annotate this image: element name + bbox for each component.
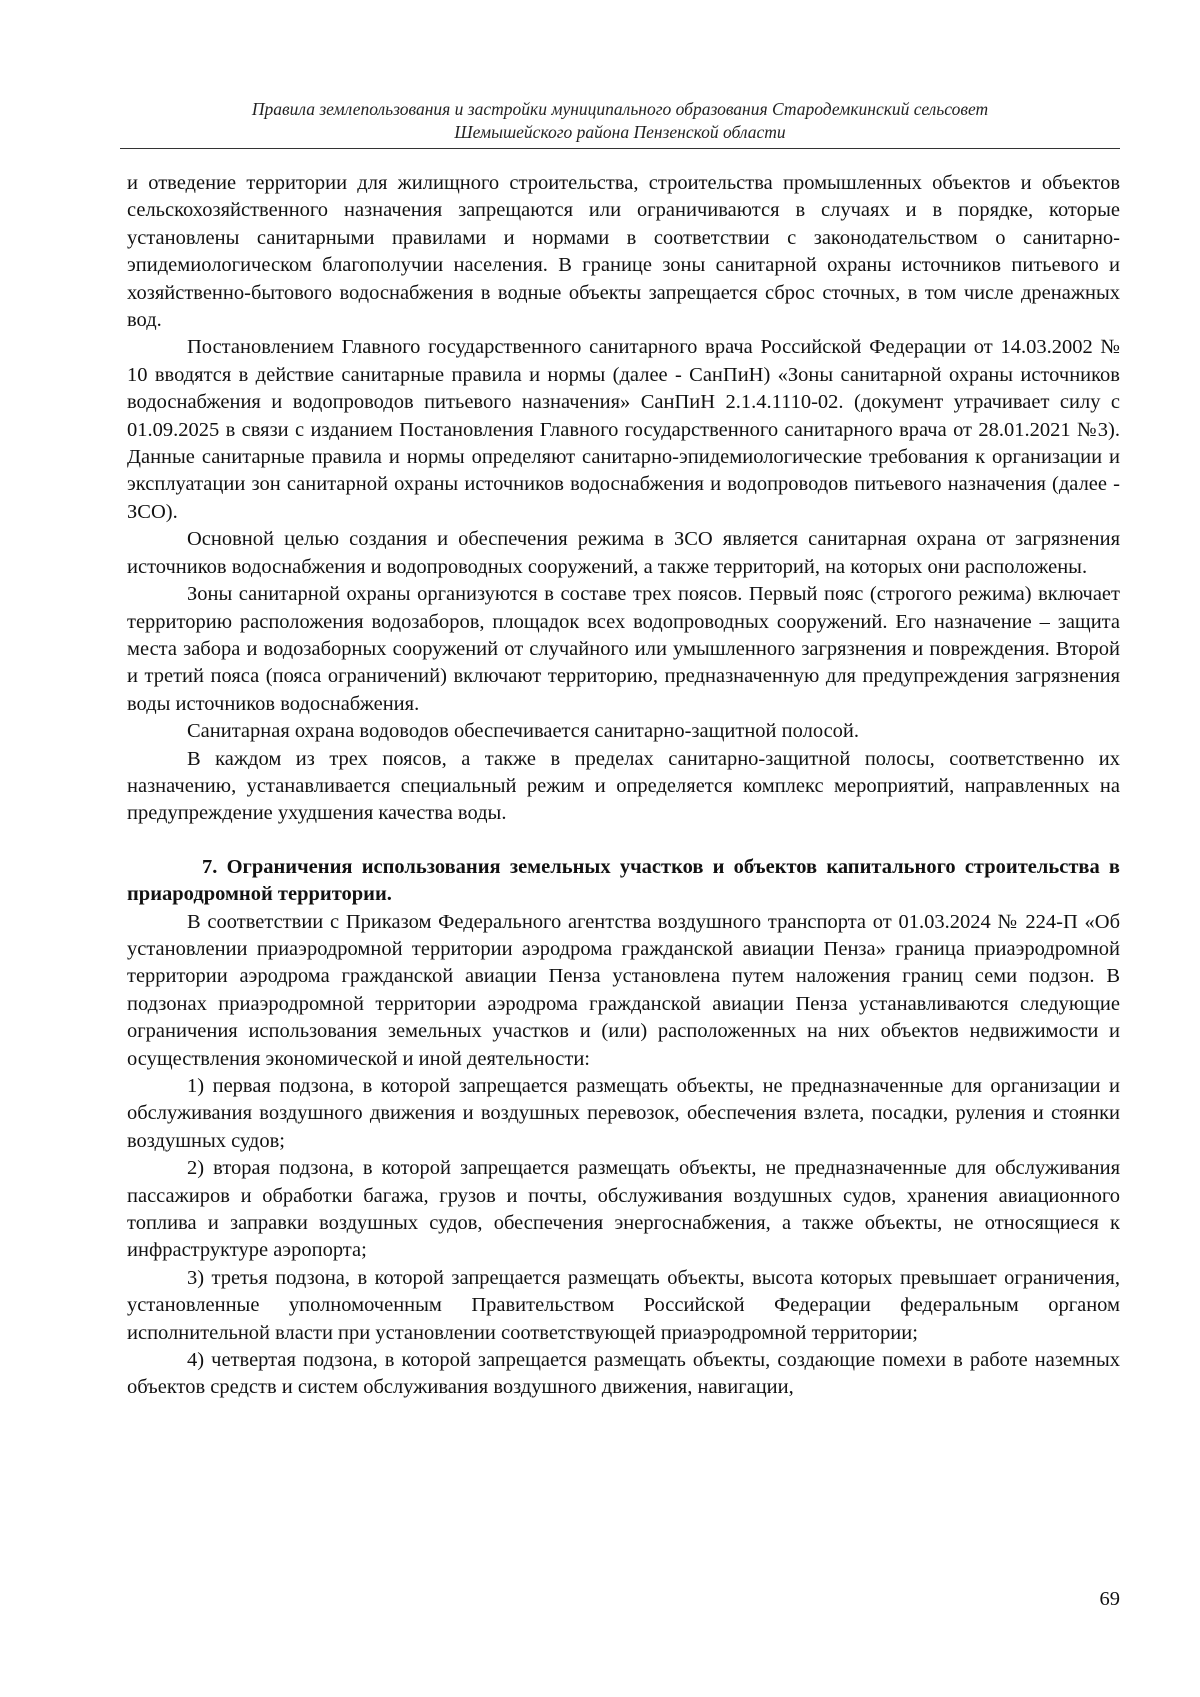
list-item: 1) первая подзона, в которой запрещается размещать объекты, не предназначенные для организации и обслуживания воздушного движения и воздушных перевозок, обеспечения взлета, посадки, руления и стоянки воздушных судов; [127, 1075, 1120, 1152]
section-intro: В соответствии с Приказом Федерального агентства воздушного транспорта от 01.03.2024 № 224-П «Об установлении приаэродромной территории аэродрома гражданской авиации Пенза» граница приаэродромной территории аэродрома гражданской авиации Пенза установлена путем наложения границ семи подзон. В подзонах приаэродромной территории аэродрома гражданской авиации Пенза устанавливаются следующие ограничения использования земельных участков и (или) расположенных на них объектов недвижимости и осуществления экономической и иной деятельности: [127, 910, 1120, 1070]
list-item: 4) четвертая подзона, в которой запрещается размещать объекты, создающие помехи в работе наземных объектов средств и систем обслуживания воздушного движения, навигации, [127, 1349, 1120, 1399]
paragraph: Постановлением Главного государственного санитарного врача Российской Федерации от 14.03.2002 № 10 вводятся в действие санитарные правила и нормы (далее - СанПиН) «Зоны санитарной охраны источников водоснабжения и водопроводов питьевого назначения» СанПиН 2.1.4.1110-02. (документ утрачивает силу с 01.09.2025 в связи с изданием Постановления Главного государственного санитарного врача от 28.01.2021 №3). Данные санитарные правила и нормы определяют санитарно-эпидемиологические требования к организации и эксплуатации зон санитарной охраны источников водоснабжения и водопроводов питьевого назначения (далее - ЗСО). [127, 336, 1120, 523]
paragraph-continuation: и отведение территории для жилищного строительства, строительства промышленных объектов и объектов сельскохозяйственного назначения запрещаются или ограничиваются в случаях и в порядке, которые установлены санитарными правилами и нормами в соответствии с законодательством о санитарно-эпидемиологическом благополучии населения. В границе зоны санитарной охраны источников питьевого и хозяйственно-бытового водоснабжения в водные объекты запрещается сброс сточных, в том числе дренажных вод. [127, 172, 1120, 332]
paragraph: Санитарная охрана водоводов обеспечивается санитарно-защитной полосой. [187, 720, 860, 743]
header-line-1: Правила землепользования и застройки муниципального образования Стародемкинский сельсовет [251, 99, 989, 119]
body-text [127, 170, 1120, 1402]
header-line-2: Шемышейского района Пензенской области [454, 122, 786, 142]
paragraph: Основной целью создания и обеспечения режима в ЗСО является санитарная охрана от загрязнения источников водоснабжения и водопроводных сооружений, а также территорий, на которых они расположены. [127, 528, 1120, 578]
list-item: 3) третья подзона, в которой запрещается размещать объекты, высота которых превышает ограничения, установленные уполномоченным Правительством Российской Федерации федеральным органом исполнительной власти при установлении соответствующей приаэродромной территории; [127, 1266, 1120, 1344]
header-rule [120, 148, 1120, 149]
section-heading: 7. Ограничения использования земельных участков и объектов капитального строительства в приародромной территории. [127, 855, 1120, 906]
paragraph: В каждом из трех поясов, а также в пределах санитарно-защитной полосы, соответственно их назначению, устанавливается специальный режим и определяется комплекс мероприятий, направленных на предупреждение ухудшения качества воды. [127, 747, 1120, 825]
page-number: 69 [1099, 1588, 1120, 1610]
list-item: 2) вторая подзона, в которой запрещается размещать объекты, не предназначенные для обслуживания пассажиров и обработки багажа, грузов и почты, обслуживания воздушных судов, хранения авиационного топлива и заправки воздушных судов, обеспечения энергоснабжения, а также объекты, не относящиеся к инфраструктуре аэропорта; [127, 1157, 1120, 1262]
paragraph: Зоны санитарной охраны организуются в составе трех поясов. Первый пояс (строгого режима) включает территорию расположения водозаборов, площадок всех водопроводных сооружений. Его назначение – защита места забора и водозаборных сооружений от случайного или умышленного загрязнения и повреждения. Второй и третий пояса (пояса ограничений) включают территорию, предназначенную для предупреждения загрязнения воды источников водоснабжения. [127, 583, 1120, 715]
running-header [120, 98, 1120, 144]
